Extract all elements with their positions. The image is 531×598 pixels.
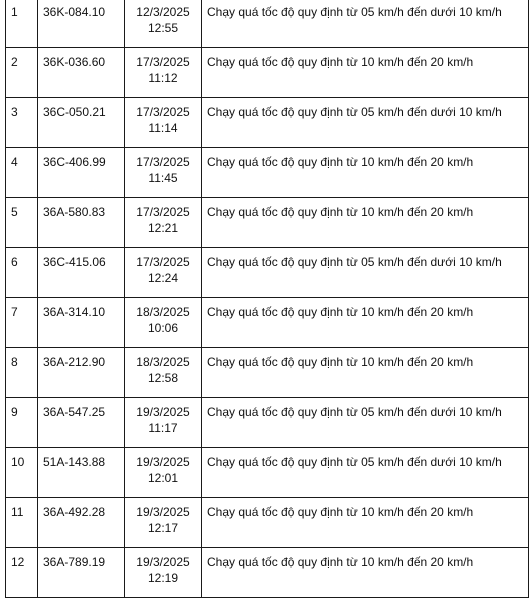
violation-time: 11:17: [148, 421, 178, 435]
violation-date: 17/3/2025: [136, 55, 190, 69]
violation-description: Chạy quá tốc độ quy định từ 10 km/h đến 20 km/h: [202, 48, 529, 98]
table-row: [6, 198, 529, 248]
violation-time: 12:01: [147, 471, 179, 485]
violation-time: 12:17: [147, 521, 179, 535]
table-row: [6, 148, 529, 198]
violation-datetime: [125, 48, 202, 98]
violation-description: Chạy quá tốc độ quy định từ 05 km/h đến dưới 10 km/h: [202, 448, 529, 498]
violation-date: 19/3/2025: [136, 505, 190, 519]
table-row: [6, 498, 529, 548]
table-row: [6, 448, 529, 498]
license-plate: 36K-084.10: [38, 0, 125, 48]
table-row: [6, 0, 529, 48]
violation-datetime: [125, 548, 202, 598]
violation-description: Chạy quá tốc độ quy định từ 10 km/h đến 20 km/h: [202, 298, 529, 348]
violation-description: Chạy quá tốc độ quy định từ 10 km/h đến 20 km/h: [202, 548, 529, 598]
violation-datetime: [125, 398, 202, 448]
violation-time: 10:06: [147, 321, 179, 335]
row-number: 5: [6, 198, 38, 248]
row-number: 3: [6, 98, 38, 148]
violation-description: Chạy quá tốc độ quy định từ 10 km/h đến 20 km/h: [202, 348, 529, 398]
license-plate: 36C-415.06: [38, 248, 125, 298]
table-row: [6, 248, 529, 298]
license-plate: 36A-492.28: [38, 498, 125, 548]
violation-description: Chạy quá tốc độ quy định từ 05 km/h đến dưới 10 km/h: [202, 248, 529, 298]
violation-datetime: [125, 498, 202, 548]
violation-description: Chạy quá tốc độ quy định từ 10 km/h đến 20 km/h: [202, 198, 529, 248]
violation-time: 12:21: [147, 221, 179, 235]
violation-date: 19/3/2025: [136, 405, 190, 419]
violation-time: 11:14: [148, 121, 178, 135]
row-number: 4: [6, 148, 38, 198]
violation-time: 11:45: [148, 171, 178, 185]
license-plate: 36A-547.25: [38, 398, 125, 448]
violation-description: Chạy quá tốc độ quy định từ 05 km/h đến dưới 10 km/h: [202, 398, 529, 448]
violation-date: 12/3/2025: [136, 5, 190, 19]
violation-datetime: [125, 248, 202, 298]
table-row: [6, 48, 529, 98]
row-number: 6: [6, 248, 38, 298]
license-plate: 36A-212.90: [38, 348, 125, 398]
violation-date: 17/3/2025: [136, 255, 190, 269]
violation-datetime: [125, 0, 202, 48]
license-plate: 36C-050.21: [38, 98, 125, 148]
violation-datetime: [125, 148, 202, 198]
row-number: 9: [6, 398, 38, 448]
violation-time: 12:58: [147, 371, 179, 385]
violation-description: Chạy quá tốc độ quy định từ 10 km/h đến 20 km/h: [202, 498, 529, 548]
violation-time: 11:12: [148, 71, 178, 85]
violation-time: 12:24: [147, 271, 179, 285]
violation-time: 12:55: [147, 21, 179, 35]
row-number: 10: [6, 448, 38, 498]
violation-date: 17/3/2025: [136, 105, 190, 119]
violation-date: 17/3/2025: [136, 155, 190, 169]
violation-date: 19/3/2025: [136, 555, 190, 569]
violation-description: Chạy quá tốc độ quy định từ 10 km/h đến 20 km/h: [202, 148, 529, 198]
table-row: [6, 548, 529, 598]
violation-datetime: [125, 448, 202, 498]
violation-date: 18/3/2025: [136, 305, 190, 319]
row-number: 11: [6, 498, 38, 548]
violation-description: Chạy quá tốc độ quy định từ 05 km/h đến dưới 10 km/h: [202, 98, 529, 148]
violation-date: 18/3/2025: [136, 355, 190, 369]
row-number: 2: [6, 48, 38, 98]
violation-datetime: [125, 198, 202, 248]
table-row: [6, 98, 529, 148]
violation-datetime: [125, 298, 202, 348]
license-plate: 36K-036.60: [38, 48, 125, 98]
violation-date: 17/3/2025: [136, 205, 190, 219]
table-row: [6, 348, 529, 398]
violation-description: Chạy quá tốc độ quy định từ 05 km/h đến dưới 10 km/h: [202, 0, 529, 48]
table-row: [6, 298, 529, 348]
license-plate: 36A-789.19: [38, 548, 125, 598]
violations-table-body: [6, 0, 529, 598]
violation-date: 19/3/2025: [136, 455, 190, 469]
row-number: 8: [6, 348, 38, 398]
license-plate: 51A-143.88: [38, 448, 125, 498]
violation-time: 12:19: [147, 571, 179, 585]
table-row: [6, 398, 529, 448]
violation-datetime: [125, 98, 202, 148]
license-plate: 36C-406.99: [38, 148, 125, 198]
row-number: 12: [6, 548, 38, 598]
row-number: 1: [6, 0, 38, 48]
violations-table: [5, 0, 529, 598]
violation-datetime: [125, 348, 202, 398]
license-plate: 36A-580.83: [38, 198, 125, 248]
row-number: 7: [6, 298, 38, 348]
license-plate: 36A-314.10: [38, 298, 125, 348]
